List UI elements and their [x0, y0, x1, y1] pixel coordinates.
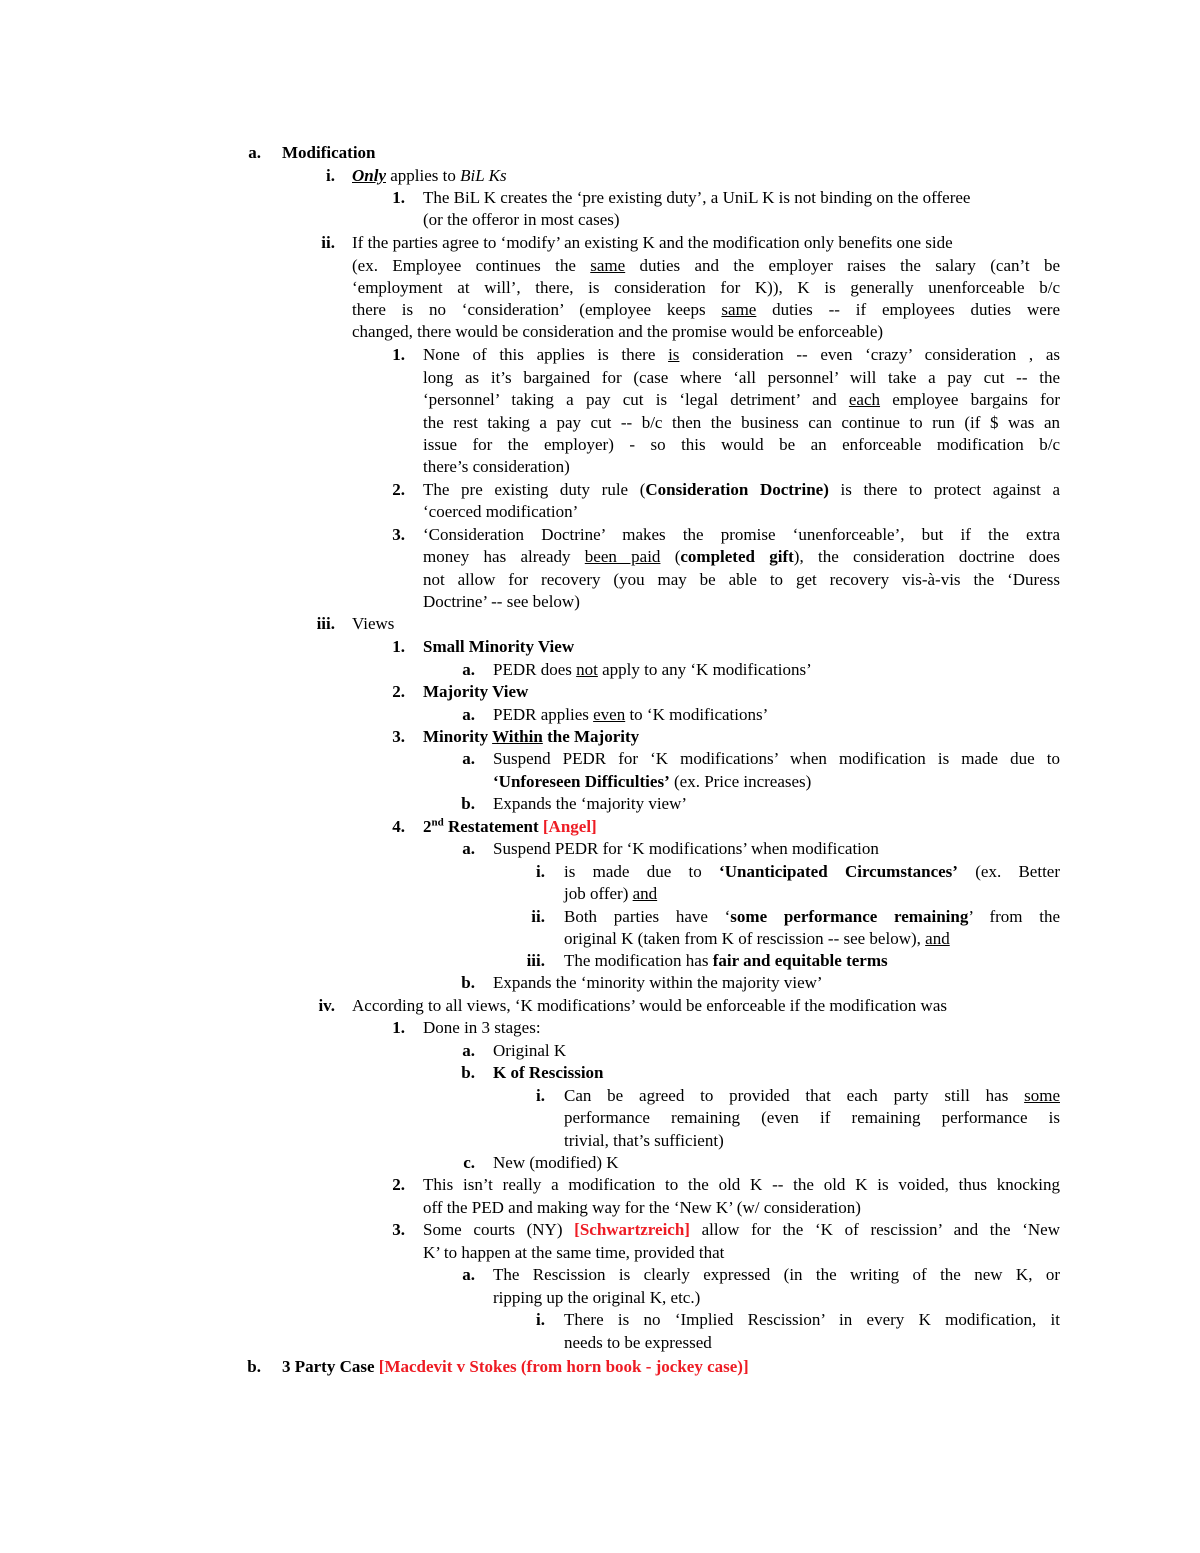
outline-label: 1.	[392, 188, 405, 207]
outline-text: long as it’s bargained for (case where ‘all personnel’ will take a pay cut -- the	[423, 368, 1060, 387]
outline-text	[564, 906, 1060, 928]
text-run: Can be agreed to provided that each party still has	[564, 1086, 1025, 1105]
text-run: None of this applies is there	[423, 345, 669, 364]
outline-item	[0, 950, 1200, 972]
outline-text: the rest taking a pay cut -- b/c then the business can continue to run (if $ was an	[423, 413, 1060, 432]
outline-text: ‘employment at will’, there, is consideration for K)), K is generally unenforceable b/c	[352, 278, 1060, 297]
bold-text: Consideration Doctrine)	[645, 480, 829, 499]
outline-text: Original K	[493, 1041, 567, 1060]
outline-continuation	[0, 434, 1200, 456]
text-run: ‘personnel’ taking a pay cut is ‘legal detriment’ and	[423, 390, 849, 409]
outline-label: 1.	[392, 637, 405, 656]
outline-text: Suspend PEDR for ‘K modifications’ when modification	[493, 839, 879, 858]
outline-continuation	[0, 389, 1200, 411]
outline-text	[352, 299, 1060, 321]
outline-item	[0, 479, 1200, 501]
outline-text: The BiL K creates the ‘pre existing duty’, a UniL K is not binding on the offeree	[423, 188, 971, 207]
text-run: apply to any ‘K modifications’	[597, 660, 812, 679]
outline-item	[0, 681, 1200, 703]
bold-text: some performance remaining	[730, 907, 969, 926]
heading-text: Modification	[282, 143, 376, 162]
outline-text	[423, 1219, 1060, 1241]
outline-text: ripping up the original K, etc.)	[493, 1288, 701, 1307]
outline-continuation	[0, 1130, 1200, 1152]
outline-item	[0, 232, 1200, 254]
outline-text: The Rescission is clearly expressed (in the writing of the new K, or	[493, 1265, 1060, 1284]
outline-text	[564, 1085, 1060, 1107]
underlined-text: even	[593, 705, 626, 724]
outline-item	[0, 1309, 1200, 1331]
outline-item	[0, 524, 1200, 546]
outline-text: trivial, that’s sufficient)	[564, 1131, 724, 1150]
outline-label: c.	[463, 1153, 475, 1172]
outline-text: Suspend PEDR for ‘K modifications’ when modification is made due to	[493, 749, 1060, 768]
text-run: is there to protect against a	[828, 480, 1061, 499]
outline-continuation	[0, 928, 1200, 950]
underlined-text: not	[576, 660, 598, 679]
outline-text	[423, 344, 1060, 366]
underlined-text: Within	[492, 727, 543, 746]
text-run: is made due to	[564, 862, 720, 881]
outline-item	[0, 1152, 1200, 1174]
underlined-text: each	[848, 390, 881, 409]
outline-text: ‘Consideration Doctrine’ makes the promise ‘unenforceable’, but if the extra	[423, 525, 1060, 544]
outline-text: changed, there would be consideration and the promise would be enforceable)	[352, 322, 884, 341]
outline-text: issue for the employer) - so this would be an enforceable modification b/c	[423, 435, 1060, 454]
outline-item	[0, 1085, 1200, 1107]
outline-text: This isn’t really a modification to the old K -- the old K is voided, thus knocking	[423, 1175, 1060, 1194]
outline-continuation	[0, 771, 1200, 793]
text-run: duties -- if employees duties were	[756, 300, 1060, 319]
outline-item	[0, 726, 1200, 748]
outline-continuation	[0, 456, 1200, 478]
outline-item	[0, 972, 1200, 994]
outline-text	[423, 546, 1060, 568]
outline-label: 3.	[392, 1220, 405, 1239]
outline-item	[0, 1062, 1200, 1084]
outline-text	[423, 816, 1060, 838]
outline-label: 3.	[392, 727, 405, 746]
text-run: The pre existing duty rule (	[423, 480, 646, 499]
outline-item	[0, 793, 1200, 815]
outline-text: K of Rescission	[493, 1063, 604, 1082]
text-run: 2	[423, 817, 432, 836]
outline-label: a.	[462, 749, 475, 768]
outline-continuation	[0, 367, 1200, 389]
outline-label: b.	[461, 1063, 475, 1082]
outline-label: a.	[462, 660, 475, 679]
outline-text	[564, 928, 1060, 950]
outline-text	[423, 389, 1060, 411]
outline-text: Small Minority View	[423, 637, 575, 656]
outline-label: 3.	[392, 525, 405, 544]
outline-text: There is no ‘Implied Rescission’ in every K modification, it	[564, 1310, 1060, 1329]
outline-continuation	[0, 501, 1200, 523]
outline-item	[0, 1040, 1200, 1062]
outline-continuation	[0, 412, 1200, 434]
outline-label: a.	[462, 1041, 475, 1060]
underlined-text: and	[925, 929, 950, 948]
outline-text: New (modified) K	[493, 1153, 619, 1172]
outline-label: b.	[461, 973, 475, 992]
outline-text	[493, 771, 1060, 793]
outline-item	[0, 748, 1200, 770]
outline-continuation	[0, 1197, 1200, 1219]
underlined-text: same	[721, 300, 757, 319]
outline-continuation	[0, 1332, 1200, 1354]
outline-text	[423, 479, 1060, 501]
outline-label: b.	[461, 794, 475, 813]
outline-text: If the parties agree to ‘modify’ an existing K and the modification only benefits one side	[352, 233, 953, 252]
outline-continuation	[0, 321, 1200, 343]
outline-item	[0, 1219, 1200, 1241]
outline-continuation	[0, 883, 1200, 905]
outline-item	[0, 1174, 1200, 1196]
underlined-text: same	[590, 256, 626, 275]
outline-item	[0, 613, 1200, 635]
text-run: employee bargains for	[880, 390, 1060, 409]
outline-label: 2.	[392, 682, 405, 701]
outline-text: off the PED and making way for the ‘New K’ (w/ consideration)	[423, 1198, 861, 1217]
outline-item	[0, 344, 1200, 366]
outline-text: Majority View	[423, 682, 529, 701]
text-run: ), the consideration doctrine does	[793, 547, 1061, 566]
bold-text: completed gift	[680, 547, 794, 566]
text-run: duties and the employer raises the salary (can’t be	[625, 256, 1060, 275]
outline-continuation	[0, 277, 1200, 299]
italic-text: BiL Ks	[460, 166, 507, 185]
underlined-text: is	[668, 345, 680, 364]
heading-3-party-case	[0, 1356, 1200, 1378]
text-run: consideration -- even ‘crazy’ consideration , as	[679, 345, 1060, 364]
outline-text: Expands the ‘majority view’	[493, 794, 688, 813]
text-run: The modification has	[564, 951, 713, 970]
outline-text: According to all views, ‘K modifications’ would be enforceable if the modification was	[352, 996, 947, 1015]
outline-text	[493, 704, 1060, 726]
outline-item	[0, 1264, 1200, 1286]
outline-text: (or the offeror in most cases)	[423, 210, 620, 229]
outline-text	[564, 861, 1060, 883]
outline-continuation	[0, 569, 1200, 591]
outline-item	[0, 995, 1200, 1017]
outline-label: 4.	[392, 817, 405, 836]
case-citation: [Angel]	[542, 817, 597, 836]
underlined-text: some	[1024, 1086, 1060, 1105]
outline-label: 2.	[392, 480, 405, 499]
outline-text	[564, 950, 1060, 972]
outline-item	[0, 1017, 1200, 1039]
outline-text: needs to be expressed	[564, 1333, 712, 1352]
outline-label: iv.	[318, 996, 335, 1015]
text-run: Restatement	[443, 817, 543, 836]
text-run: original K (taken from K of rescission -- see below),	[564, 929, 926, 948]
outline-label: a.	[248, 143, 261, 162]
outline-text: Views	[352, 614, 395, 633]
outline-item	[0, 165, 1200, 187]
outline-label: a.	[462, 839, 475, 858]
underlined-text: been paid	[584, 547, 661, 566]
text-run: allow for the ‘K of rescission’ and the ‘New	[689, 1220, 1060, 1239]
outline-continuation	[0, 1242, 1200, 1264]
text-run: Both parties have ‘	[564, 907, 731, 926]
outline-text	[564, 883, 1060, 905]
text-run: the Majority	[542, 727, 640, 746]
outline-item	[0, 861, 1200, 883]
outline-label: iii.	[526, 951, 545, 970]
outline-text	[352, 255, 1060, 277]
text-run: PEDR applies	[493, 705, 594, 724]
bold-text: ‘Unforeseen Difficulties’	[493, 772, 670, 791]
outline-text: Doctrine’ -- see below)	[423, 592, 580, 611]
outline-label: 1.	[392, 345, 405, 364]
outline-continuation	[0, 299, 1200, 321]
text-run: Minority	[423, 727, 493, 746]
outline-label: i.	[536, 1310, 545, 1329]
outline-continuation	[0, 1287, 1200, 1309]
text-run: job offer)	[564, 884, 633, 903]
case-citation: [Macdevit v Stokes (from horn book - jockey case)]	[378, 1357, 749, 1376]
outline-continuation	[0, 255, 1200, 277]
outline-label: b.	[247, 1357, 261, 1376]
outline-label: 1.	[392, 1018, 405, 1037]
outline-item	[0, 187, 1200, 209]
outline-text	[352, 165, 1060, 187]
outline-text	[493, 659, 1060, 681]
outline-item	[0, 906, 1200, 928]
outline-label: i.	[326, 166, 335, 185]
text-run: money has already	[423, 547, 585, 566]
outline-continuation	[0, 209, 1200, 231]
outline-label: ii.	[531, 907, 545, 926]
text-run: (	[660, 547, 681, 566]
text-run: there is no ‘consideration’ (employee keeps	[352, 300, 722, 319]
outline-label: i.	[536, 862, 545, 881]
outline-label: i.	[536, 1086, 545, 1105]
text-run: to ‘K modifications’	[625, 705, 769, 724]
outline-text: performance remaining (even if remaining performance is	[564, 1108, 1060, 1127]
outline-label: a.	[462, 705, 475, 724]
bold-text: fair and equitable terms	[712, 951, 888, 970]
text-run: PEDR does	[493, 660, 577, 679]
superscript-text: nd	[431, 816, 444, 829]
text-run: 3 Party Case	[282, 1357, 379, 1376]
outline-text: K’ to happen at the same time, provided that	[423, 1243, 725, 1262]
text-run: ’ from the	[968, 907, 1060, 926]
outline-text: ‘coerced modification’	[423, 502, 579, 521]
outline-continuation	[0, 1107, 1200, 1129]
text-run: (ex. Price increases)	[669, 772, 812, 791]
outline-label: 2.	[392, 1175, 405, 1194]
outline-item	[0, 659, 1200, 681]
outline-continuation	[0, 591, 1200, 613]
outline-text: Expands the ‘minority within the majority view’	[493, 973, 823, 992]
outline-text: not allow for recovery (you may be able to get recovery vis-à-vis the ‘Duress	[423, 570, 1060, 589]
outline-text: there’s consideration)	[423, 457, 570, 476]
outline-label: a.	[462, 1265, 475, 1284]
text-run: (ex. Employee continues the	[352, 256, 591, 275]
outline-item	[0, 816, 1200, 838]
bold-text: ‘Unanticipated Circumstances’	[719, 862, 958, 881]
outline-label: iii.	[316, 614, 335, 633]
outline-item	[0, 636, 1200, 658]
heading-modification	[0, 142, 1200, 164]
heading-text	[282, 1356, 1062, 1378]
text-run: applies to	[386, 166, 461, 185]
outline-text: Done in 3 stages:	[423, 1018, 541, 1037]
underlined-text: and	[632, 884, 658, 903]
outline-item	[0, 704, 1200, 726]
outline-text	[423, 726, 1060, 748]
text-run: Some courts (NY)	[423, 1220, 575, 1239]
outline-continuation	[0, 546, 1200, 568]
case-citation: [Schwartzreich]	[574, 1220, 690, 1239]
emphasis-text: Only	[352, 166, 386, 185]
outline-label: ii.	[321, 233, 335, 252]
text-run: (ex. Better	[957, 862, 1061, 881]
outline-item	[0, 838, 1200, 860]
